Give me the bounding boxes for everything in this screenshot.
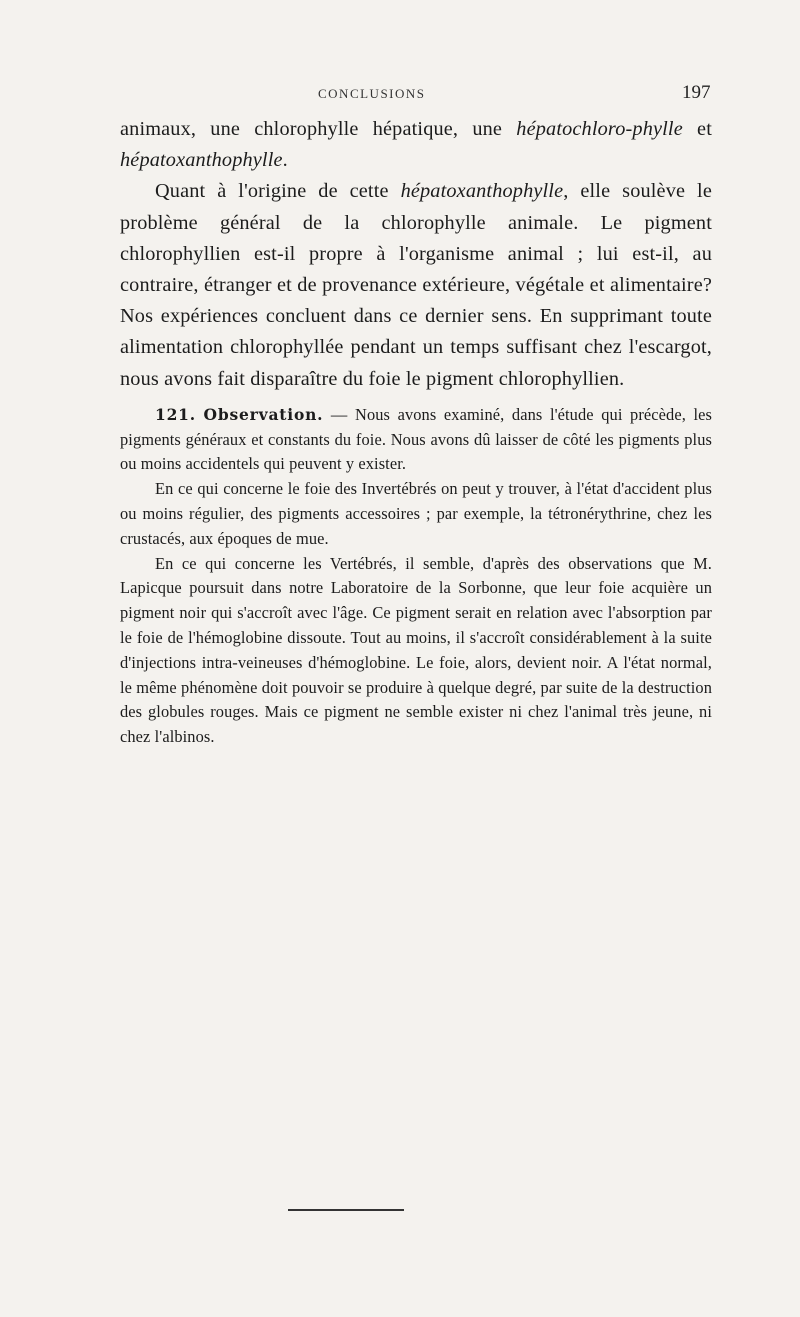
section-number: 121.	[155, 404, 196, 424]
body-text	[120, 114, 712, 750]
section-paragraph-vertebres: En ce qui concerne les Vertébrés, il semble, d'après des observations que M. Lapicque poursuit dans notre Laboratoire de la Sorbonne, que leur foie acquière un pigment noir qui s'accroît avec l'âge. Ce pigment serait en relation avec l'absorption par le foie de l'hémoglobine dissoute. Tout au moins, il s'accroît considérablement à la suite d'injections intra-veineuses d'hémoglobine. Le foie, alors, devient noir. A l'état normal, le même phénomène doit pouvoir se produire à quelque degré, par suite de la destruction des globules rouges. Mais ce pigment ne semble exister ni chez l'animal très jeune, ni chez l'albinos.	[120, 553, 712, 747]
p1-text-a: animaux, une chlorophylle hépatique, une	[120, 118, 517, 140]
section-paragraph-invertebres: En ce qui concerne le foie des Invertébrés on peut y trouver, à l'état d'accident plus ou moins régulier, des pigments accessoires ; par exemple, la tétronérythrine, chez les crustacés, aux époques de mue.	[120, 479, 712, 548]
p1-term-hepatochlorophylle: hépatochloro-phylle	[516, 118, 683, 140]
p1-text-c: et	[682, 118, 712, 140]
paragraph-origin	[120, 176, 712, 394]
p2-term-hepatoxanthophylle: hépatoxanthophylle	[400, 180, 564, 203]
p1-text-e: .	[282, 149, 288, 172]
section-title: Observation.	[203, 404, 324, 424]
paragraph-continuation	[120, 114, 712, 176]
p2-text-c: , elle soulève le problème général de la chlorophylle animale. Le pigment chlorophyllien est-il propre à l'organisme animal ; lui est-il, au contraire, étranger et de provenance extérieure, végétale et alimentaire? Nos expériences concluent dans ce dernier sens. En supprimant toute alimentation chlorophyllée pendant un temps suffisant chez l'escargot, nous avons fait disparaître du foie le pigment chlorophyllien.	[120, 180, 712, 390]
section-observation	[120, 403, 712, 750]
running-head	[0, 82, 800, 108]
p2-text-a: Quant à l'origine de cette	[155, 180, 401, 203]
running-title: CONCLUSIONS	[318, 86, 426, 101]
page-number: 197	[682, 82, 711, 103]
footer-rule	[288, 1209, 404, 1211]
section-intro-text: — Nous avons examiné, dans l'étude qui précède, les pigments généraux et constants du foie. Nous avons dû laisser de côté les pigments plus ou moins accidentels qui peuvent y exister.	[120, 404, 712, 474]
p1-term-hepatoxanthophylle: hépatoxanthophylle	[120, 149, 283, 172]
section-intro-paragraph	[120, 403, 712, 477]
